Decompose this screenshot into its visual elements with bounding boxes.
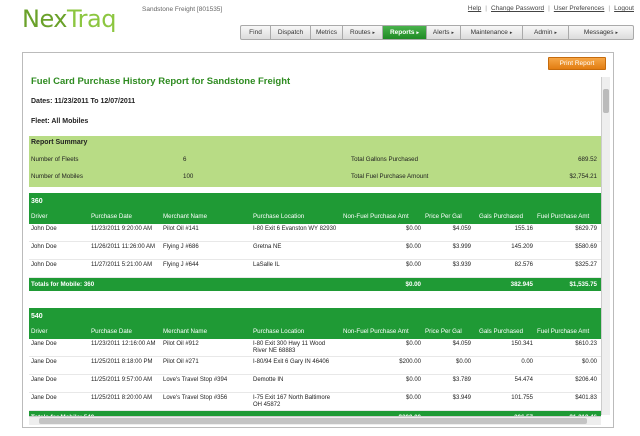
- cell-price: $3.949: [452, 395, 471, 401]
- col-merchant: Merchant Name: [163, 213, 208, 220]
- cell-driver: Jane Doe: [31, 359, 57, 365]
- cell-gals: 150.341: [511, 341, 533, 347]
- table-row: [29, 224, 601, 242]
- cell-driver: John Doe: [31, 262, 57, 268]
- group-spacer: [29, 291, 601, 302]
- col-purchase-date: Purchase Date: [91, 328, 132, 335]
- report-body: [29, 75, 601, 424]
- cell-merchant: Pilot Oil #141: [163, 226, 199, 232]
- cell-driver: Jane Doe: [31, 341, 57, 347]
- tab-dispatch[interactable]: [271, 26, 311, 39]
- cell-date: 11/26/2011 11:26:00 AM: [91, 244, 156, 250]
- group-title: 360: [29, 193, 601, 210]
- col-merchant: Merchant Name: [163, 328, 208, 335]
- change-password-link[interactable]: Change Password: [491, 5, 545, 12]
- tab-find[interactable]: [241, 26, 271, 39]
- logout-link[interactable]: Logout: [614, 5, 634, 12]
- cell-merchant: Pilot Oil #912: [163, 341, 199, 347]
- chevron-right-icon: ▸: [615, 29, 619, 36]
- cell-merchant: Flying J #686: [163, 244, 199, 250]
- scrollbar-thumb[interactable]: [39, 418, 587, 424]
- tab-routes[interactable]: [343, 26, 383, 39]
- cell-price: $4.059: [452, 226, 471, 232]
- scrollbar-thumb[interactable]: [603, 89, 609, 113]
- table-row: [29, 242, 601, 260]
- report-title: Fuel Card Purchase History Report for Sandstone Freight: [31, 76, 291, 87]
- col-driver: Driver: [31, 328, 48, 335]
- print-report-button[interactable]: Print Report: [548, 57, 606, 70]
- link-separator: |: [548, 5, 550, 12]
- cell-location: LaSalle IL: [253, 262, 280, 268]
- col-fuel-amt: Fuel Purchase Amt: [537, 328, 590, 335]
- table-row: [29, 357, 601, 375]
- totals-label: Totals for Mobile: 360: [31, 281, 95, 288]
- col-nonfuel: Non-Fuel Purchase Amt: [343, 328, 409, 335]
- table-row: [29, 260, 601, 278]
- logo-nex: Nex: [22, 5, 67, 33]
- table-row: [29, 393, 601, 411]
- report-fleet: Fleet: All Mobiles: [31, 118, 89, 125]
- gallons-value: 689.52: [578, 156, 597, 163]
- column-header-row: [29, 210, 601, 224]
- tab-label: Admin: [534, 29, 553, 36]
- fleets-label: Number of Fleets: [31, 156, 79, 163]
- totals-fuel-amt: $1,535.75: [569, 281, 597, 288]
- main-nav: [240, 25, 634, 40]
- amount-value: $2,754.21: [569, 173, 597, 180]
- cell-date: 11/23/2011 12:16:00 AM: [91, 341, 156, 347]
- cell-gals: 54.474: [514, 377, 533, 383]
- table-row: [29, 375, 601, 393]
- col-purchase-date: Purchase Date: [91, 213, 132, 220]
- cell-fuel-amt: $325.27: [575, 262, 597, 268]
- tab-label: Messages: [583, 29, 614, 36]
- col-gals: Gals Purchased: [479, 328, 524, 335]
- link-separator: |: [608, 5, 611, 12]
- tab-label: Find: [249, 29, 262, 36]
- chevron-right-icon: ▸: [554, 29, 557, 36]
- cell-price: $3.789: [452, 377, 471, 383]
- cell-driver: Jane Doe: [31, 377, 57, 383]
- cell-driver: John Doe: [31, 244, 57, 250]
- tab-label: Routes: [349, 29, 371, 36]
- vertical-scrollbar[interactable]: [601, 77, 610, 415]
- cell-location: Demotte IN: [253, 377, 284, 383]
- table-row: [29, 339, 601, 357]
- cell-merchant: Flying J #644: [163, 262, 199, 268]
- amount-label: Total Fuel Purchase Amount: [351, 173, 429, 180]
- report-summary: [29, 136, 601, 187]
- cell-date: 11/25/2011 9:57:00 AM: [91, 377, 153, 383]
- logo-traq: Traq: [67, 5, 116, 33]
- cell-gals: 101.755: [511, 395, 533, 401]
- col-gals: Gals Purchased: [479, 213, 524, 220]
- cell-merchant: Pilot Oil #271: [163, 359, 199, 365]
- cell-fuel-amt: $206.40: [575, 377, 597, 383]
- cell-nonfuel: $0.00: [405, 244, 421, 250]
- tab-alerts[interactable]: [427, 26, 461, 39]
- mobile-group-540: [29, 308, 601, 424]
- cell-location: I-80/94 Exit 6 Gary IN 46406: [253, 359, 330, 365]
- cell-gals: 145.209: [511, 244, 533, 250]
- col-location: Purchase Location: [253, 328, 305, 335]
- cell-fuel-amt: $610.23: [575, 341, 597, 347]
- fleets-value: 6: [183, 156, 187, 163]
- tab-label: Alerts: [432, 29, 450, 36]
- cell-date: 11/23/2011 9:20:00 AM: [91, 226, 153, 232]
- totals-nonfuel: $0.00: [405, 281, 421, 288]
- tab-label: Dispatch: [277, 29, 304, 36]
- top-links: [468, 5, 634, 12]
- account-name: Sandstone Freight [801535]: [142, 6, 223, 13]
- cell-nonfuel: $0.00: [405, 377, 421, 383]
- col-price: Price Per Gal: [425, 213, 462, 220]
- totals-row: [29, 278, 601, 291]
- tab-metrics[interactable]: [311, 26, 343, 39]
- horizontal-scrollbar[interactable]: [29, 416, 601, 425]
- cell-driver: John Doe: [31, 226, 57, 232]
- col-driver: Driver: [31, 213, 48, 220]
- mobiles-label: Number of Mobiles: [31, 173, 83, 180]
- col-nonfuel: Non-Fuel Purchase Amt: [343, 213, 409, 220]
- cell-gals: 0.00: [521, 359, 533, 365]
- cell-location: I-75 Exit 167 North Baltimore OH 45872: [253, 395, 331, 408]
- link-separator: |: [485, 5, 487, 12]
- chevron-right-icon: ▸: [451, 29, 455, 36]
- cell-nonfuel: $200.00: [399, 359, 421, 365]
- cell-fuel-amt: $580.69: [575, 244, 597, 250]
- tab-maintenance[interactable]: [461, 26, 523, 39]
- cell-location: I-80 Exit 300 Hwy 11 Wood River NE 68883: [253, 341, 326, 354]
- tab-label: Reports: [389, 29, 415, 36]
- tab-admin[interactable]: [523, 26, 569, 39]
- chevron-right-icon: ▸: [509, 29, 513, 36]
- cell-driver: Jane Doe: [31, 395, 57, 401]
- cell-nonfuel: $0.00: [405, 395, 421, 401]
- cell-nonfuel: $0.00: [405, 262, 421, 268]
- tab-label: Metrics: [316, 29, 337, 36]
- cell-fuel-amt: $629.79: [575, 226, 597, 232]
- cell-gals: 155.16: [514, 226, 533, 232]
- col-fuel-amt: Fuel Purchase Amt: [537, 213, 590, 220]
- user-preferences-link[interactable]: User Preferences: [553, 5, 605, 12]
- mobile-group-360: [29, 193, 601, 291]
- cell-price: $3.939: [452, 262, 471, 268]
- cell-nonfuel: $0.00: [405, 341, 421, 347]
- cell-date: 11/25/2011 8:20:00 AM: [91, 395, 153, 401]
- cell-location: I-80 Exit 6 Evanston WY 82930: [253, 226, 337, 232]
- help-link[interactable]: Help: [467, 5, 482, 12]
- cell-fuel-amt: $401.83: [575, 395, 597, 401]
- totals-gals: 382.945: [510, 281, 533, 288]
- tab-reports[interactable]: [383, 26, 427, 39]
- cell-gals: 82.576: [514, 262, 533, 268]
- col-price: Price Per Gal: [425, 328, 462, 335]
- chevron-right-icon: ▸: [416, 29, 420, 36]
- chevron-right-icon: ▸: [372, 29, 376, 36]
- cell-fuel-amt: $0.00: [581, 359, 597, 365]
- group-title: 540: [29, 308, 601, 325]
- nextraq-logo[interactable]: [22, 5, 116, 33]
- gallons-label: Total Gallons Purchased: [351, 156, 419, 163]
- cell-nonfuel: $0.00: [405, 226, 421, 232]
- cell-price: $4.059: [452, 341, 471, 347]
- cell-merchant: Love's Travel Stop #356: [163, 395, 228, 401]
- cell-price: $0.00: [455, 359, 471, 365]
- mobiles-value: 100: [183, 173, 194, 180]
- summary-heading: Report Summary: [31, 139, 88, 146]
- tab-label: Maintenance: [470, 29, 508, 36]
- cell-date: 11/25/2011 8:18:00 PM: [91, 359, 153, 365]
- cell-merchant: Love's Travel Stop #394: [163, 377, 228, 383]
- cell-price: $3.999: [452, 244, 471, 250]
- cell-date: 11/27/2011 5:21:00 AM: [91, 262, 153, 268]
- cell-location: Gretna NE: [253, 244, 282, 250]
- col-location: Purchase Location: [253, 213, 305, 220]
- tab-messages[interactable]: [569, 26, 633, 39]
- report-dates: Dates: 11/23/2011 To 12/07/2011: [31, 98, 136, 105]
- column-header-row: [29, 325, 601, 339]
- report-frame: [22, 52, 614, 428]
